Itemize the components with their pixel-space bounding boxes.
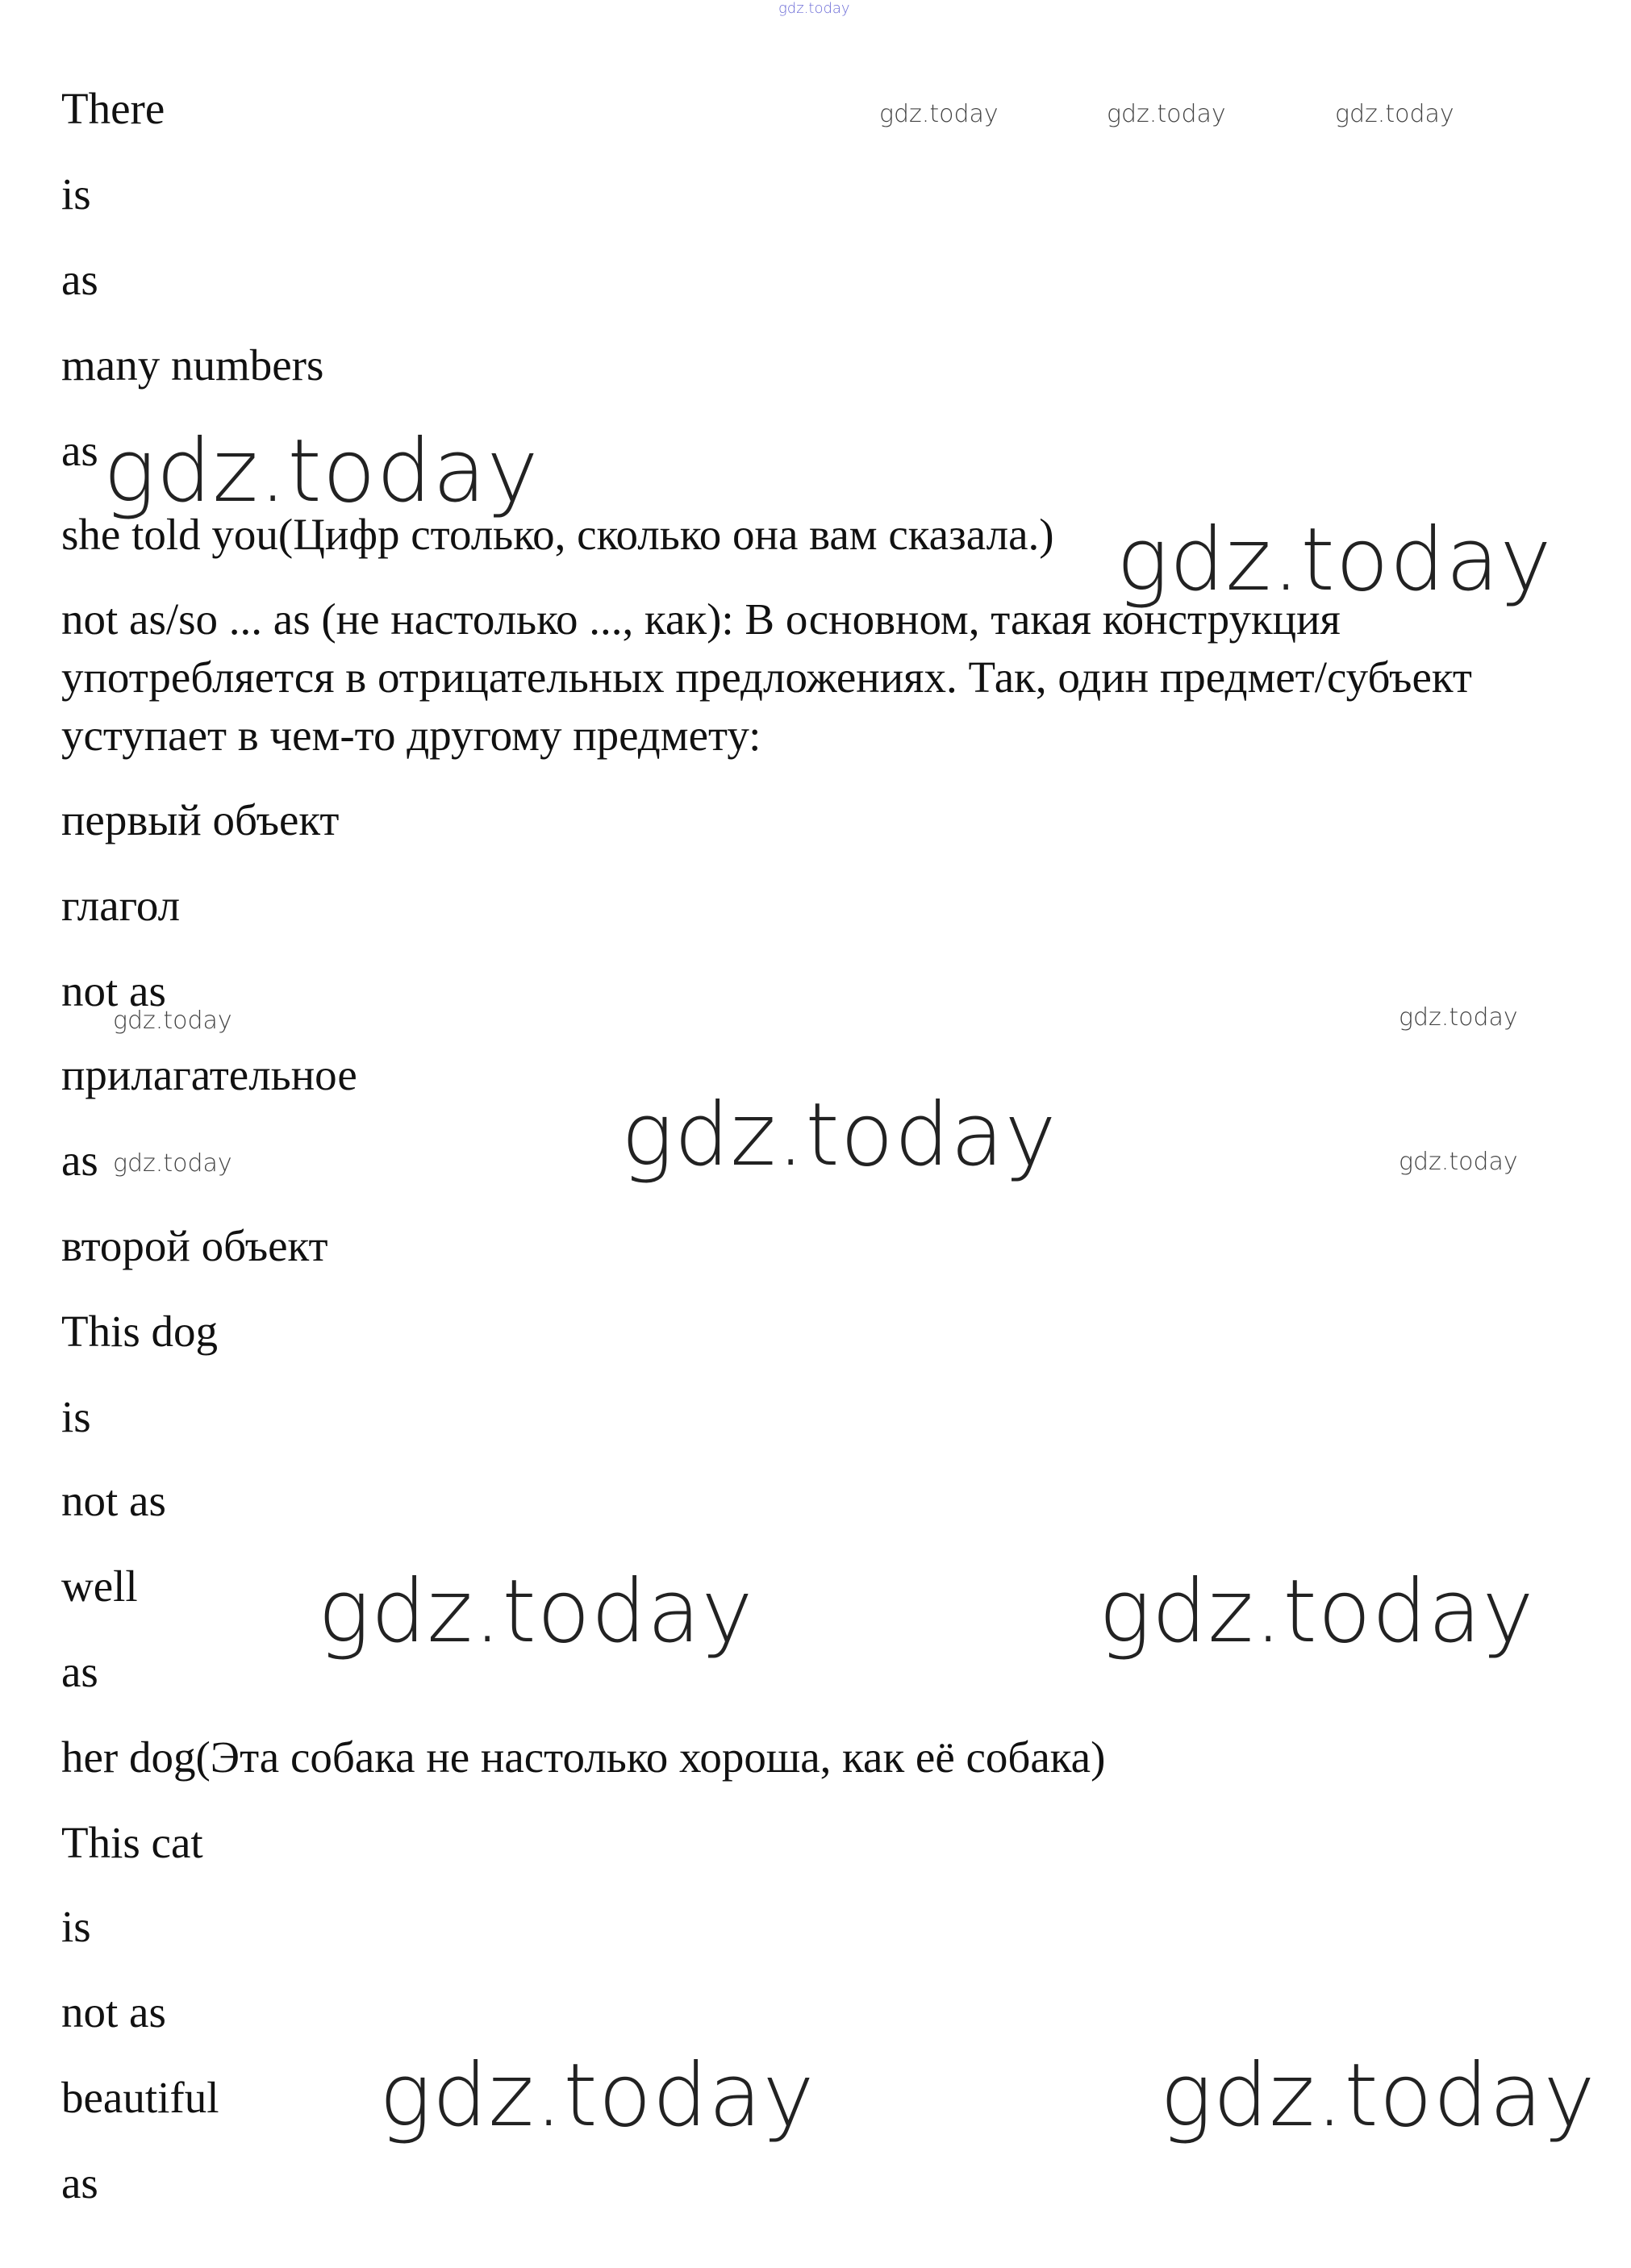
text-line-this-dog: This dog — [61, 1307, 219, 1356]
text-line-not-as: not as — [61, 1476, 166, 1525]
text-line-verb: глагол — [61, 881, 181, 930]
text-line-is: is — [61, 169, 91, 219]
text-line-there: There — [61, 84, 165, 133]
watermark-large-2: gdz.today — [1116, 510, 1553, 611]
watermark-small-6: gdz.today — [113, 1149, 232, 1178]
text-line-is: is — [61, 1902, 91, 1951]
watermark-small-5: gdz.today — [1399, 1003, 1518, 1032]
text-line-well: well — [61, 1561, 138, 1611]
text-line-as: as — [61, 1136, 98, 1185]
watermark-large-1: gdz.today — [103, 421, 540, 522]
text-line-her-dog: her dog(Эта собака не настолько хороша, как её собака) — [61, 1732, 1106, 1782]
text-line-adjective: прилагательное — [61, 1050, 357, 1099]
text-line-not-as: not as — [61, 966, 166, 1015]
watermark-small-4: gdz.today — [113, 1007, 232, 1035]
watermark-large-4: gdz.today — [318, 1561, 754, 1662]
watermark-small-3: gdz.today — [1335, 100, 1454, 128]
watermark-small-2: gdz.today — [1107, 100, 1226, 128]
text-line-many-numbers: many numbers — [61, 340, 324, 390]
watermark-small-1: gdz.today — [879, 100, 999, 128]
watermark-top: gdz.today — [778, 0, 850, 17]
watermark-large-3: gdz.today — [621, 1085, 1057, 1186]
text-line-first-object: первый объект — [61, 795, 340, 844]
watermark-large-7: gdz.today — [1160, 2045, 1596, 2146]
watermark-small-7: gdz.today — [1399, 1148, 1518, 1176]
text-line-this-cat: This cat — [61, 1818, 203, 1867]
text-line-as: as — [61, 1647, 98, 1696]
text-line-is: is — [61, 1392, 91, 1441]
text-line-not-as: not as — [61, 1987, 166, 2037]
text-line-as: as — [61, 2158, 98, 2208]
text-line-second-object: второй объект — [61, 1221, 328, 1270]
watermark-large-6: gdz.today — [379, 2045, 816, 2146]
text-line-beautiful: beautiful — [61, 2073, 219, 2122]
text-line-as: as — [61, 255, 98, 304]
text-line-as: as — [61, 426, 98, 475]
text-paragraph-not-as-so: not as/so ... as (не настолько ..., как): В основном, такая конструкция употребляется в отрицательных предложениях. Так, один предмет/субъект уступает в чем-то другому предмету: — [61, 594, 1472, 760]
watermark-large-5: gdz.today — [1099, 1561, 1535, 1662]
text-line-she-told-you: she told you(Цифр столько, сколько она вам сказала.) — [61, 510, 1054, 559]
